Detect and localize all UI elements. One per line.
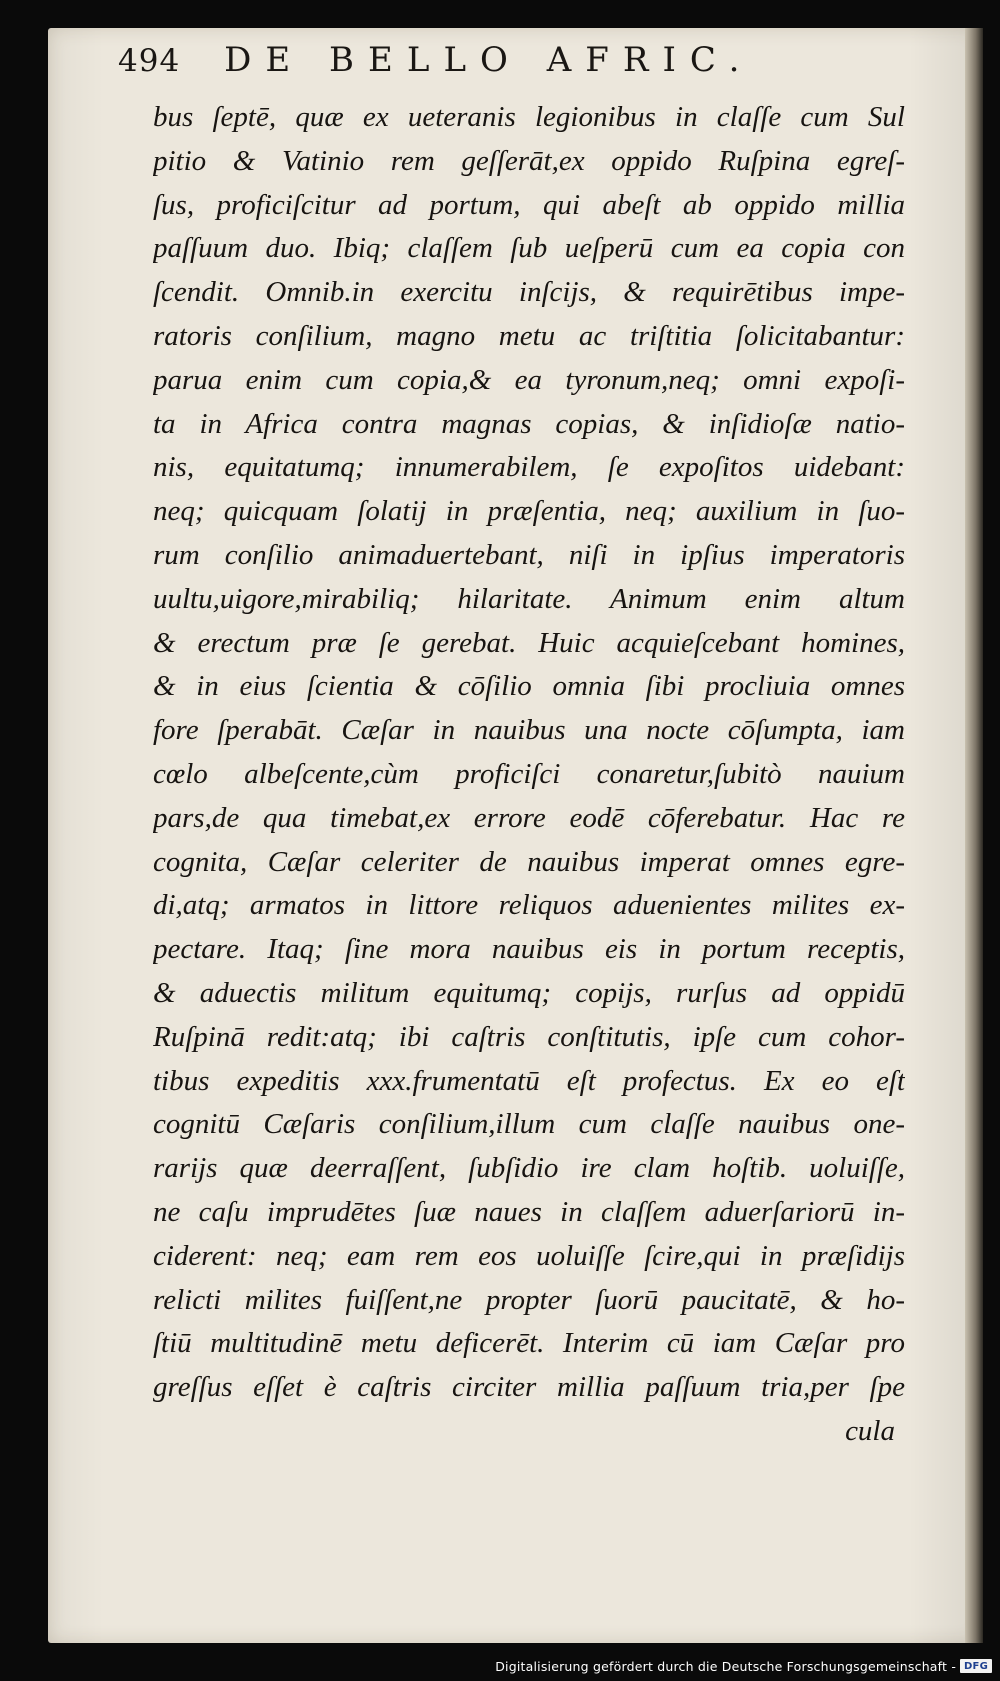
text-line: parua enim cum copia,& ea tyronum,neq; omni expoſi-	[153, 363, 905, 396]
text-line: cœlo albeſcente,cùm proficiſci conaretur,ſubitò nauium	[153, 757, 905, 790]
text-line: pars,de qua timebat,ex errore eodē cōferebatur. Hac re	[153, 801, 905, 834]
text-line: ta in Africa contra magnas copias, & inſidioſæ natio-	[153, 407, 905, 440]
text-line: cognitū Cæſaris conſilium,illum cum claſſe nauibus one-	[153, 1108, 905, 1141]
text-line: & erectum præ ſe gerebat. Huic acquieſcebant homines,	[153, 626, 905, 659]
text-line: cognita, Cæſar celeriter de nauibus imperat omnes egre-	[153, 845, 905, 878]
text-line: tibus expeditis xxx.frumentatū eſt profectus. Ex eo eſt	[153, 1064, 905, 1097]
text-line: pitio & Vatinio rem geſſerāt,ex oppido Ruſpina egreſ-	[153, 144, 905, 177]
text-line: pectare. Itaq; ſine mora nauibus eis in portum receptis,	[153, 933, 905, 966]
text-line: ciderent: neq; eam rem eos uoluiſſe ſcire,qui in præſidijs	[153, 1239, 905, 1272]
running-head	[118, 40, 798, 90]
text-line: rum conſilio animaduertebant, niſi in ipſius imperatoris	[153, 538, 905, 571]
dfg-logo: DFG	[960, 1659, 992, 1673]
footer-credit: Digitalisierung gefördert durch die Deutsche Forschungsgemeinschaft -	[495, 1658, 957, 1674]
text-line: neq; quicquam ſolatij in præſentia, neq; auxilium in ſuo-	[153, 495, 905, 528]
page-gutter-edge	[965, 28, 983, 1643]
text-line: ſtiū multitudinē metu deficerēt. Interim cū iam Cæſar pro	[153, 1327, 905, 1360]
text-line: fore ſperabāt. Cæſar in nauibus una nocte cōſumpta, iam	[153, 714, 905, 747]
text-line: nis, equitatumq; innumerabilem, ſe expoſitos uidebant:	[153, 451, 905, 484]
page-number: 494	[118, 43, 181, 79]
text-line: di,atq; armatos in littore reliquos aduenientes milites ex-	[153, 889, 905, 922]
text-line: ſcendit. Omnib.in exercitu inſcijs, & requirētibus impe-	[153, 276, 905, 309]
text-line: relicti milites fuiſſent,ne propter ſuorū paucitatē, & ho-	[153, 1283, 905, 1316]
text-line: rarijs quæ deerraſſent, ſubſidio ire clam hoſtib. uoluiſſe,	[153, 1152, 905, 1185]
text-line: paſſuum duo. Ibiq; claſſem ſub ueſperū cum ea copia con	[153, 232, 905, 265]
text-line: uultu,uigore,mirabiliq; hilaritate. Animum enim altum	[153, 582, 905, 615]
text-line: & aduectis militum equitumq; copijs, rurſus ad oppidū	[153, 976, 905, 1009]
text-line: bus ſeptē, quæ ex ueteranis legionibus in claſſe cum Sul	[153, 101, 905, 133]
text-line: ſus, proficiſcitur ad portum, qui abeſt ab oppido millia	[153, 188, 905, 221]
text-line: ne caſu imprudētes ſuæ naues in claſſem aduerſariorū in-	[153, 1195, 905, 1228]
text-line: greſſus eſſet è caſtris circiter millia paſſuum tria,per ſpe	[153, 1371, 905, 1404]
body-text	[153, 96, 905, 1454]
running-title: DE BELLO AFRIC.	[224, 40, 754, 80]
text-line: & in eius ſcientia & cōſilio omnia ſibi procliuia omnes	[153, 670, 905, 703]
catchword: cula	[845, 1414, 895, 1447]
text-line: ratoris conſilium, magno metu ac triſtitia ſolicitabantur:	[153, 319, 905, 352]
text-line: Ruſpinā redit:atq; ibi caſtris conſtitutis, ipſe cum cohor-	[153, 1020, 905, 1053]
digitization-footer	[495, 1655, 992, 1677]
